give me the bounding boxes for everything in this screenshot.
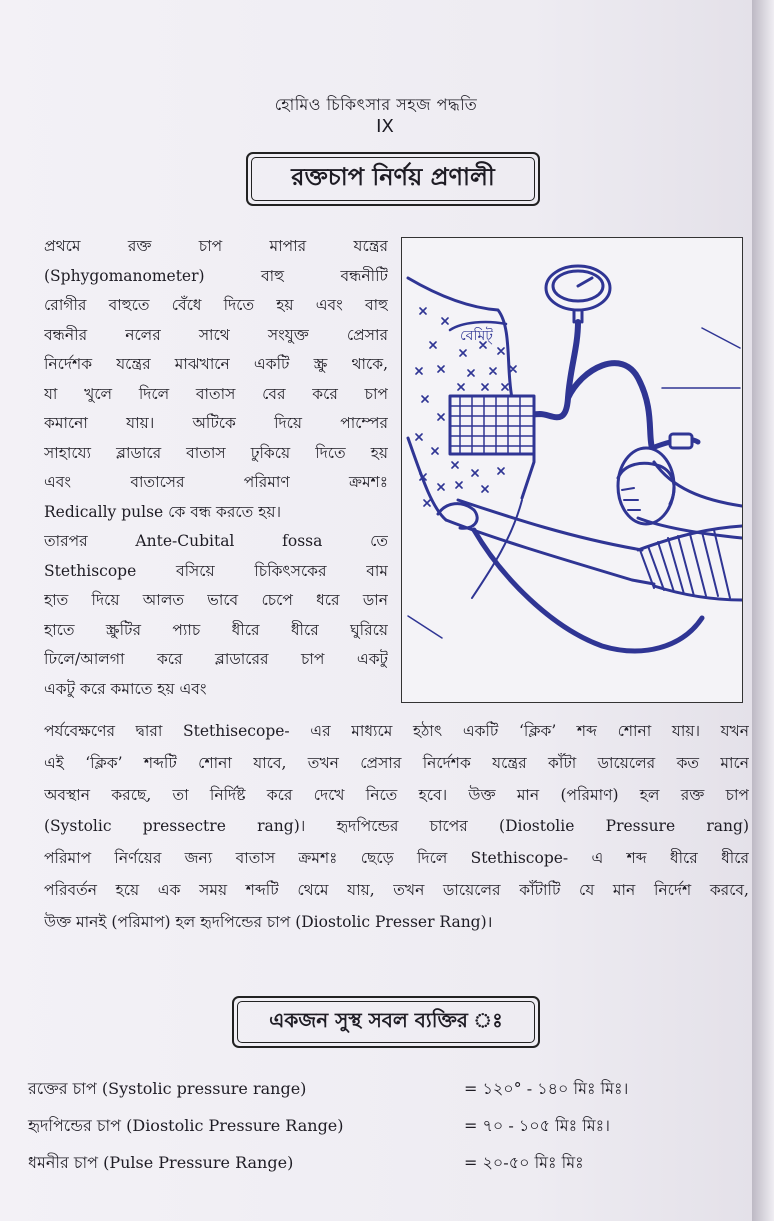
subsection-title: একজন সুস্থ সবল ব্যক্তির ঃ [269, 1007, 503, 1032]
text-line: ঢিলে/আলগা করে ব্লাডারের চাপ একটু [44, 650, 388, 668]
chapter-number: IX [376, 116, 394, 137]
text-line: Stethiscope বসিয়ে চিকিৎসকের বাম [44, 561, 388, 580]
text-line: এই ‘ক্লিক’ শব্দটি শোনা যাবে, তখন প্রেসার নির্দেশক যন্ত্রের কাঁটা ডায়েলের কত মানে [44, 753, 749, 772]
text-line: Redically pulse কে বন্ধ করতে হয়। [44, 502, 282, 521]
pressure-value: = ৭০ - ১০৫ মিঃ মিঃ। [464, 1116, 610, 1135]
table-row [28, 1144, 748, 1181]
text-line: একটু করে কমাতে হয় এবং [44, 679, 207, 698]
page-edge [752, 0, 774, 1221]
text-line: পরিমাপ নির্ণয়ের জন্য বাতাস ক্রমশঃ ছেড়ে দিলে Stethiscope- এ শব্দ ধীরে ধীরে [44, 849, 749, 868]
text-line: প্রথমে রক্ত চাপ মাপার যন্ত্রের [44, 237, 388, 255]
pressure-range-table [28, 1070, 748, 1181]
text-line: তারপর Ante-Cubital fossa তে [44, 532, 388, 550]
table-row [28, 1070, 748, 1107]
text-line: কমানো যায়। অটিকে দিয়ে পাম্পের [44, 414, 388, 432]
text-line: বন্ধনীর নলের সাথে সংযুক্ত প্রেসার [44, 325, 388, 344]
text-line: উক্ত মানই (পরিমাপ) হল হৃদপিন্ডের চাপ (Diostolic Presser Rang)। [44, 912, 493, 931]
text-line: (Systolic pressectre rang)। হৃদপিন্ডের চাপের (Diostolie Pressure rang) [44, 817, 749, 836]
text-line: অবস্থান করছে, তা নির্দিষ্ট করে দেখে নিতে হবে। উক্ত মান (পরিমাণ) হল রক্ত চাপ [44, 785, 749, 804]
sphygmomanometer-gauge-icon [546, 266, 610, 322]
pressure-label: ধমনীর চাপ (Pulse Pressure Range) [28, 1153, 294, 1172]
text-line: সাহায্যে ব্লাডারে বাতাস ঢুকিয়ে দিতে হয় [44, 443, 388, 462]
subsection-title-box [232, 996, 540, 1048]
text-line: পরিবর্তন হয়ে এক সময় শব্দটি থেমে যায়, তখন ডায়েলের কাঁটাটি যে মান নির্দেশ করবে, [44, 880, 749, 899]
running-header: হোমিও চিকিৎসার সহজ পদ্ধতি [274, 95, 478, 114]
blood-pressure-illustration [401, 237, 743, 703]
table-row [28, 1107, 748, 1144]
pressure-value: = ১২০° - ১৪০ মিঃ মিঃ। [464, 1079, 629, 1098]
hand-bulb-illustration [618, 434, 742, 538]
text-line: যা খুলে দিলে বাতাস বের করে চাপ [44, 384, 388, 403]
text-line: এবং বাতাসের পরিমাণ ক্রমশঃ [44, 473, 388, 491]
full-paragraph [44, 716, 749, 939]
pressure-value: = ২০-৫০ মিঃ মিঃ [464, 1153, 584, 1172]
text-line: (Sphygomanometer) বাহু বন্ধনীটি [44, 266, 388, 285]
text-line: নির্দেশক যন্ত্রের মাঝখানে একটি স্ক্রু থাকে, [44, 355, 388, 373]
text-line: রোগীর বাহুতে বেঁধে দিতে হয় এবং বাহু [44, 296, 388, 314]
pressure-label: রক্তের চাপ (Systolic pressure range) [28, 1079, 307, 1098]
text-line: পর্যবেক্ষণের দ্বারা Stethisecope- এর মাধ্যমে হঠাৎ একটি ‘ক্লিক’ শব্দ শোনা যায়। যখন [44, 722, 749, 740]
text-line: হাতে স্ক্রুটির প্যাচ ধীরে ধীরে ঘুরিয়ে [44, 620, 388, 639]
cuff-label: বেমিট্ [460, 328, 493, 344]
wrapped-paragraph [44, 232, 388, 704]
section-title-box [246, 152, 540, 206]
pressure-label: হৃদপিন্ডের চাপ (Diostolic Pressure Range) [28, 1116, 344, 1135]
illustration-svg [402, 238, 742, 702]
section-title: রক্তচাপ নির্ণয় প্রণালী [291, 162, 495, 191]
text-line: হাত দিয়ে আলত ভাবে চেপে ধরে ডান [44, 591, 388, 609]
